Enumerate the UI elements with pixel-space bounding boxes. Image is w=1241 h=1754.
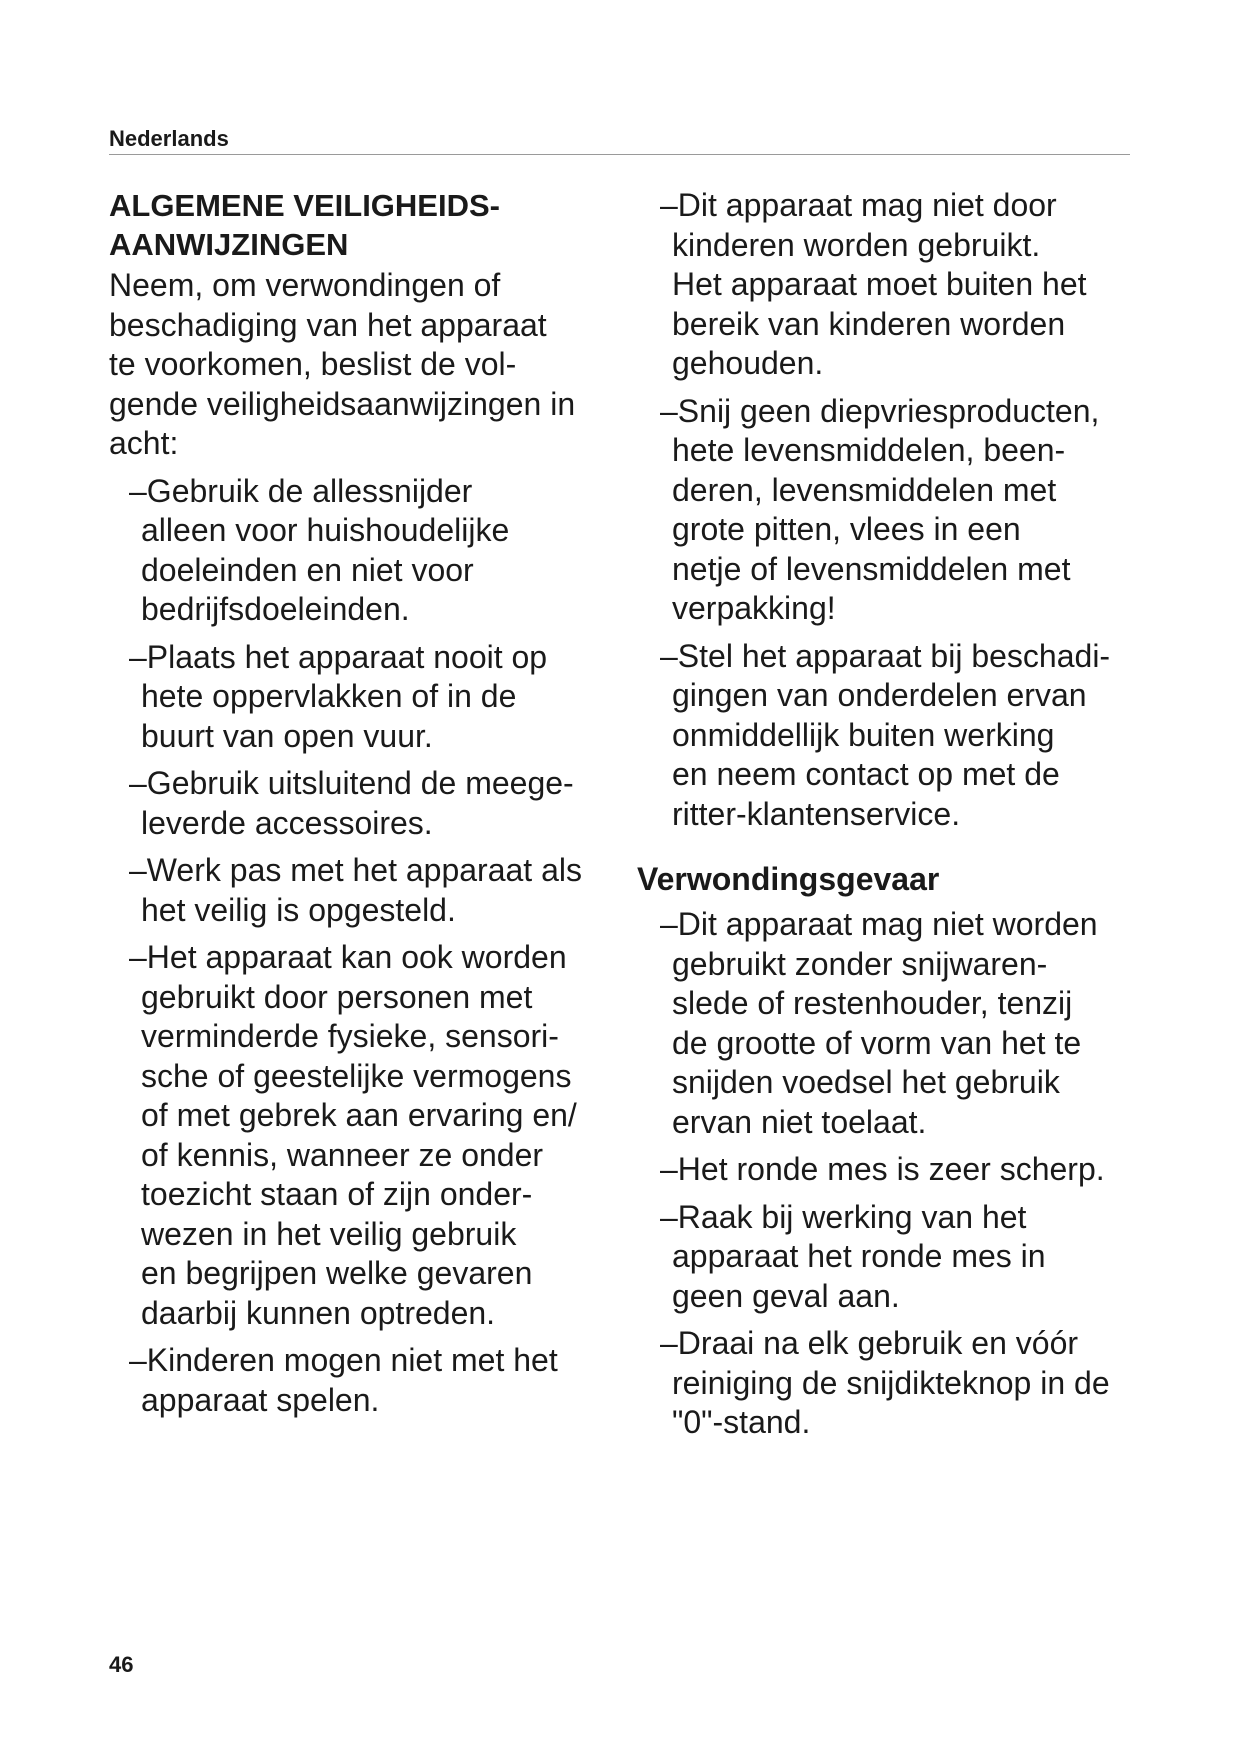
list-item-line: grote pitten, vlees in een [672, 511, 1021, 547]
list-item-line: ervan niet toelaat. [672, 1103, 927, 1140]
list-item [637, 905, 1157, 1142]
list-item-line: netje of levensmiddelen met [672, 550, 1071, 587]
list-item-line: bedrijfsdoeleinden. [141, 591, 410, 627]
list-item-line: verminderde fysieke, sensori- [141, 1018, 559, 1054]
list-item-line: apparaat het ronde mes in [672, 1238, 1046, 1274]
intro-line: Neem, om verwondingen of [109, 267, 501, 303]
list-item-line: –Werk pas met het apparaat als [129, 852, 582, 888]
list-item-line: –Dit apparaat mag niet worden [660, 906, 1098, 942]
list-item-line: wezen in het veilig gebruik [141, 1215, 517, 1252]
list-item-line: –Raak bij werking van het [660, 1198, 1027, 1235]
list-item-line: –Kinderen mogen niet met het [129, 1342, 558, 1378]
safety-list-general [109, 472, 619, 1421]
list-item-line: leverde accessoires. [141, 804, 433, 841]
list-item-line: apparaat spelen. [141, 1381, 380, 1418]
list-item [109, 938, 619, 1333]
list-item-line: –Dit apparaat mag niet door [660, 187, 1057, 223]
list-item-line: hete oppervlakken of in de [141, 678, 517, 714]
safety-list-injury [637, 905, 1157, 1443]
list-item [109, 638, 619, 757]
list-item-line: de grootte of vorm van het te [672, 1024, 1082, 1061]
intro-line: acht: [109, 425, 179, 461]
list-item [637, 637, 1157, 835]
list-item-line: "0"-stand. [672, 1404, 811, 1440]
section-title-line: AANWIJZINGEN [109, 227, 349, 262]
list-item-line: geen geval aan. [672, 1277, 900, 1314]
list-item-line: gebruikt door personen met [141, 978, 533, 1015]
list-item-line: –Snij geen diepvriesproducten, [660, 392, 1100, 429]
list-item-line: het veilig is opgesteld. [141, 891, 456, 928]
list-item-line: Het apparaat moet buiten het [672, 266, 1087, 302]
list-item-line: doeleinden en niet voor [141, 551, 474, 588]
list-item-line: sche of geestelijke vermogens [141, 1057, 572, 1094]
list-item-line: gebruikt zonder snijwaren- [672, 945, 1048, 982]
list-item-line: verpakking! [672, 590, 836, 626]
right-column [637, 186, 1157, 1451]
header-language: Nederlands [109, 126, 229, 151]
left-column [109, 186, 619, 1428]
list-item-line: of kennis, wanneer ze onder [141, 1136, 544, 1173]
list-item-line: –Draai na elk gebruik en vóór [660, 1325, 1079, 1361]
list-item [637, 186, 1157, 384]
list-item [637, 1198, 1157, 1317]
list-item-line: en begrijpen welke gevaren [141, 1255, 533, 1291]
list-item-line: –Het apparaat kan ook worden [129, 939, 567, 975]
list-item-line: –Gebruik de allessnijder [129, 472, 473, 509]
list-item [637, 1150, 1157, 1190]
intro-paragraph [109, 266, 619, 464]
intro-line: gende veiligheidsaanwijzingen in [109, 385, 576, 422]
list-item-line: –Het ronde mes is zeer scherp. [660, 1151, 1105, 1187]
list-item-line: deren, levensmiddelen met [672, 471, 1057, 508]
list-item [109, 764, 619, 843]
list-item [637, 392, 1157, 629]
list-item-line: daarbij kunnen optreden. [141, 1294, 496, 1331]
list-item-line: buurt van open vuur. [141, 717, 433, 754]
header-divider [109, 154, 1130, 155]
intro-line: te voorkomen, beslist de vol- [109, 346, 517, 382]
list-item-line: toezicht staan of zijn onder- [141, 1176, 533, 1212]
list-item-line: onmiddellijk buiten werking [672, 716, 1055, 753]
page-number: 46 [109, 1652, 134, 1677]
list-item-line: bereik van kinderen worden [672, 305, 1066, 342]
list-item [109, 1341, 619, 1420]
list-item-line: kinderen worden gebruikt. [672, 226, 1041, 263]
list-item [109, 851, 619, 930]
list-item-line: –Stel het apparaat bij beschadi- [660, 637, 1111, 674]
list-item-line: of met gebrek aan ervaring en/ [141, 1097, 577, 1133]
subheading-injury-danger: Verwondingsgevaar [637, 861, 940, 897]
list-item-line: –Plaats het apparaat nooit op [129, 638, 548, 675]
list-item-line: ritter-klantenservice. [672, 795, 961, 832]
list-item-line: slede of restenhouder, tenzij [672, 985, 1073, 1021]
section-title [109, 186, 619, 264]
list-item-line: –Gebruik uitsluitend de meege- [129, 765, 574, 801]
list-item-line: snijden voedsel het gebruik [672, 1064, 1060, 1100]
list-item-line: en neem contact op met de [672, 756, 1060, 792]
section-title-line: ALGEMENE VEILIGHEIDS- [109, 188, 500, 223]
list-item [109, 472, 619, 630]
list-item-line: gehouden. [672, 345, 824, 381]
intro-line: beschadiging van het apparaat [109, 306, 547, 343]
list-item-line: reiniging de snijdikteknop in de [672, 1364, 1110, 1401]
list-item-line: alleen voor huishoudelijke [141, 512, 510, 548]
list-item-line: gingen van onderdelen ervan [672, 677, 1087, 713]
safety-list-continued [637, 186, 1157, 834]
list-item-line: hete levensmiddelen, been- [672, 432, 1066, 468]
list-item [637, 1324, 1157, 1443]
